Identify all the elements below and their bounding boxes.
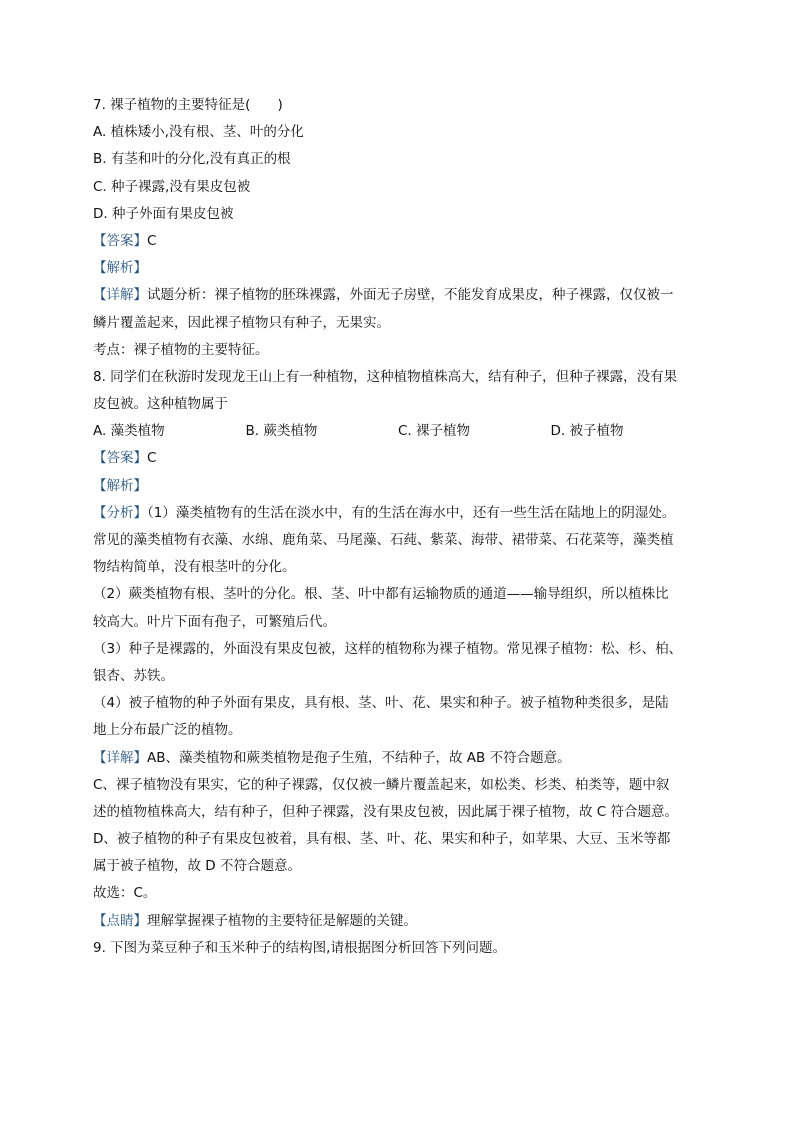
question-8-stem-line-2: 皮包被。这种植物属于	[93, 396, 228, 413]
question-8-detail-line-2: C、裸子植物没有果实，它的种子裸露，仅仅被一鳞片覆盖起来，如松类、杉类、柏类等，题中叙	[93, 776, 670, 793]
question-8-detail-line-6: 故选：C。	[93, 885, 157, 902]
question-8-option-b: B. 蕨类植物	[245, 423, 318, 440]
answer-label: 【答案】	[93, 232, 147, 249]
question-8-fenxi-line-6: （3）种子是裸露的，外面没有果皮包被，这样的植物称为裸子植物。常见裸子植物：松、杉、柏、	[93, 640, 683, 657]
question-8-dianjing	[93, 908, 703, 935]
question-8-fenxi-line-2: 常见的藻类植物有衣藻、水绵、鹿角菜、马尾藻、石莼、紫菜、海带、裙带菜、石花菜等，藻类植	[93, 532, 674, 548]
detail-label: 【详解】	[93, 287, 147, 304]
question-8-detail-line-3: 述的植物植株高大，结有种子，但种子裸露，没有果皮包被，因此属于裸子植物，故 C 符合题意。	[93, 803, 679, 820]
question-8-answer	[93, 445, 703, 472]
question-7-detail-line-1	[93, 282, 703, 309]
question-7-stem: 7. 裸子植物的主要特征是( )	[93, 97, 283, 113]
question-7-option-b: B. 有茎和叶的分化,没有真正的根	[93, 151, 291, 168]
answer-value: C	[147, 232, 157, 249]
question-7-answer	[93, 228, 703, 255]
fenxi-label: 【分析】	[93, 504, 147, 521]
detail-text: 试题分析：裸子植物的胚珠裸露，外面无子房壁，不能发育成果皮，种子裸露，仅仅被一	[147, 287, 674, 304]
question-8-fenxi-line-1	[93, 500, 703, 527]
dianjing-label: 【点睛】	[93, 912, 147, 929]
question-7-kaodian: 考点：裸子植物的主要特征。	[93, 341, 269, 358]
detail-text: AB、藻类植物和蕨类植物是孢子生殖，不结种子，故 AB 不符合题意。	[147, 749, 571, 766]
question-8-fenxi-line-7: 银杏、苏铁。	[93, 667, 174, 684]
question-8-option-c: C. 裸子植物	[398, 423, 471, 440]
question-8-stem-line-1: 8. 同学们在秋游时发现龙王山上有一种植物，这种植物植株高大，结有种子，但种子裸露，没有果	[93, 368, 678, 385]
question-8-detail-line-5: 属于被子植物，故 D 不符合题意。	[93, 858, 301, 875]
answer-label: 【答案】	[93, 450, 147, 467]
analysis-label: 【解析】	[93, 260, 147, 277]
detail-label: 【详解】	[93, 749, 147, 766]
question-8-fenxi-line-4: （2）蕨类植物有根、茎叶的分化。根、茎、叶中都有运输物质的通道——输导组织，所以植株比	[93, 586, 669, 603]
question-8-fenxi-line-9: 地上分布最广泛的植物。	[93, 722, 242, 739]
question-7-detail-line-2: 鳞片覆盖起来，因此裸子植物只有种子，无果实。	[93, 314, 390, 331]
question-8-analysis	[93, 473, 703, 500]
answer-value: C	[147, 450, 157, 467]
question-8-option-d: D. 被子植物	[550, 423, 624, 440]
question-7-option-a: A. 植株矮小,没有根、茎、叶的分化	[93, 124, 304, 141]
question-9-stem: 9. 下图为菜豆种子和玉米种子的结构图,请根据图分析回答下列问题。	[93, 939, 506, 956]
question-8-detail-line-1	[93, 745, 703, 772]
page-content	[93, 92, 703, 962]
question-8-options	[93, 418, 703, 445]
fenxi-text: （1）藻类植物有的生活在淡水中，有的生活在海水中，还有一些生活在陆地上的阴湿处。	[147, 504, 676, 521]
analysis-label: 【解析】	[93, 477, 147, 494]
question-8-fenxi-line-8: （4）被子植物的种子外面有果皮，具有根、茎、叶、花、果实和种子。被子植物种类很多，是陆	[93, 695, 669, 712]
question-7-option-c: C. 种子裸露,没有果皮包被	[93, 178, 251, 195]
question-7-option-d: D. 种子外面有果皮包被	[93, 205, 234, 222]
question-8-fenxi-line-3: 物结构简单，没有根茎叶的分化。	[93, 559, 296, 576]
question-8-option-a: A. 藻类植物	[93, 423, 165, 440]
question-8-detail-line-4: D、被子植物的种子有果皮包被着，具有根、茎、叶、花、果实和种子，如苹果、大豆、玉米等都	[93, 831, 671, 848]
dianjing-text: 理解掌握裸子植物的主要特征是解题的关键。	[147, 912, 417, 929]
question-8-fenxi-line-5: 较高大。叶片下面有孢子，可繁殖后代。	[93, 613, 336, 630]
question-7-analysis	[93, 255, 703, 282]
